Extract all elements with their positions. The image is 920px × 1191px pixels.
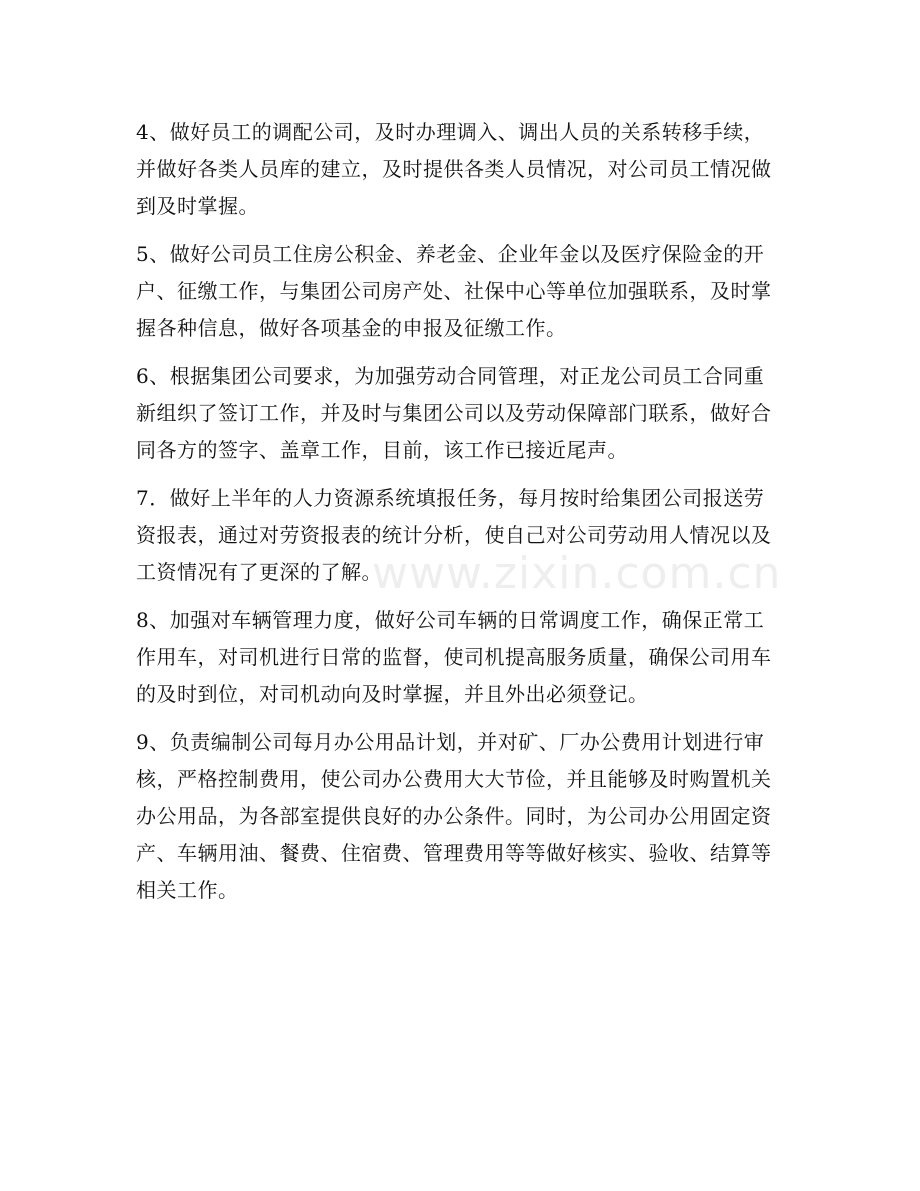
paragraph-item-4 bbox=[136, 114, 801, 225]
text-line: 户、征缴工作，与集团公司房产处、社保中心等单位加强联系，及时掌 bbox=[136, 279, 772, 303]
text-line: 新组织了签订工作，并及时与集团公司以及劳动保障部门联系，做好合 bbox=[136, 401, 772, 425]
document-body bbox=[136, 114, 801, 920]
text-line: 并做好各类人员库的建立，及时提供各类人员情况，对公司员工情况做 bbox=[136, 157, 772, 181]
text-line: 5、做好公司员工住房公积金、养老金、企业年金以及医疗保险金的开 bbox=[136, 242, 765, 266]
text-line: 相关工作。 bbox=[136, 878, 239, 902]
text-line: 的及时到位，对司机动向及时掌握，并且外出必须登记。 bbox=[136, 682, 649, 706]
paragraph-item-7 bbox=[136, 480, 801, 591]
watermark: www.zixin.com.cn bbox=[372, 548, 782, 599]
text-line: 8、加强对车辆管理力度，做好公司车辆的日常调度工作，确保正常工 bbox=[136, 608, 765, 632]
paragraph-item-5 bbox=[136, 236, 801, 347]
paragraph-item-9 bbox=[136, 724, 801, 909]
text-line: 产、车辆用油、餐费、住宿费、管理费用等等做好核实、验收、结算等 bbox=[136, 841, 772, 865]
text-line: 办公用品，为各部室提供良好的办公条件。同时，为公司办公用固定资 bbox=[136, 804, 772, 828]
text-line: 4、做好员工的调配公司，及时办理调入、调出人员的关系转移手续， bbox=[136, 120, 765, 144]
text-line: 作用车，对司机进行日常的监督，使司机提高服务质量，确保公司用车 bbox=[136, 645, 772, 669]
paragraph-item-6 bbox=[136, 358, 801, 469]
text-line: 核，严格控制费用，使公司办公费用大大节俭，并且能够及时购置机关 bbox=[136, 767, 772, 791]
text-line: 6、根据集团公司要求，为加强劳动合同管理，对正龙公司员工合同重 bbox=[136, 364, 765, 388]
text-line: 到及时掌握。 bbox=[136, 194, 259, 218]
text-line: 工资情况有了更深的了解。 bbox=[136, 560, 382, 584]
text-line: 9、负责编制公司每月办公用品计划，并对矿、厂办公费用计划进行审 bbox=[136, 730, 765, 754]
paragraph-item-8 bbox=[136, 602, 801, 713]
text-line: 资报表，通过对劳资报表的统计分析，使自己对公司劳动用人情况以及 bbox=[136, 523, 772, 547]
text-line: 握各种信息，做好各项基金的申报及征缴工作。 bbox=[136, 316, 567, 340]
text-line: 7．做好上半年的人力资源系统填报任务，每月按时给集团公司报送劳 bbox=[136, 486, 765, 510]
text-line: 同各方的签字、盖章工作，目前，该工作已接近尾声。 bbox=[136, 438, 628, 462]
